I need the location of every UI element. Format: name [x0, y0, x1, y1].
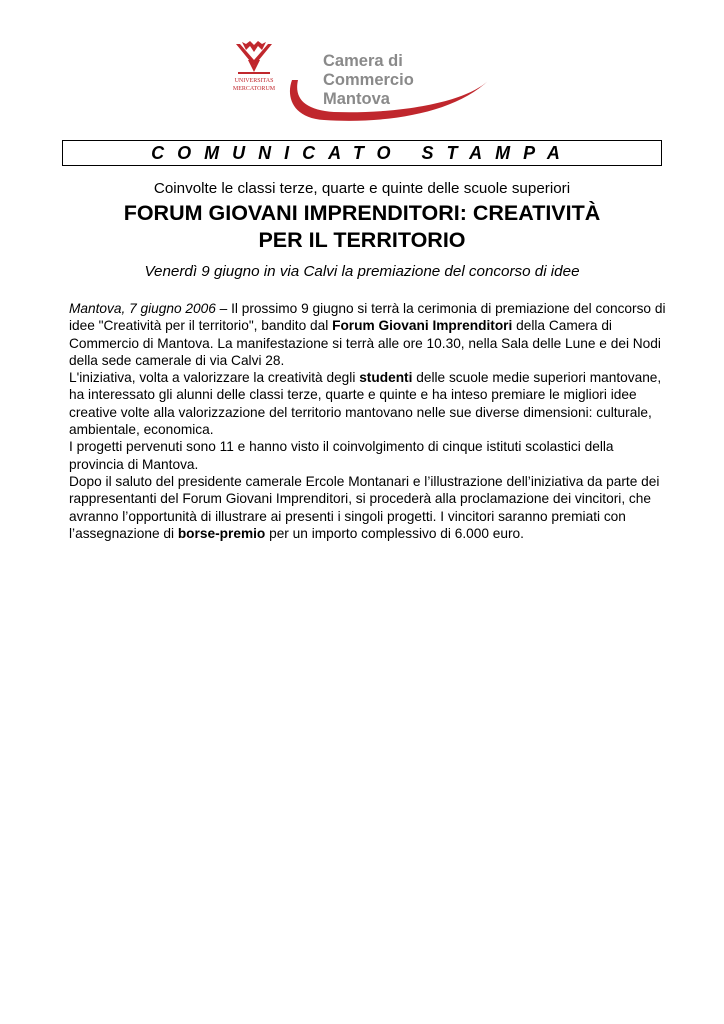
universitas-mercatorum-seal	[232, 40, 276, 100]
brand-line-2: Mantova	[323, 90, 390, 108]
brand-line-1: Camera di Commercio	[323, 52, 414, 89]
paragraph-2-text-b: delle scuole medie superiori mantovane, ha interessato gli alunni delle classi terze, quarte e quinte e ha inteso premiare le migliori idee creative volte alla valorizzazione del territorio mantovano nelle sue diverse dimensioni: culturale, ambientale, economica.	[69, 370, 662, 438]
paragraph-1-text-a: – Il prossimo 9 giugno si terrà la cerimonia di premiazione del concorso di idee "Creatività per il territorio", bandito dal	[69, 301, 666, 334]
comunicato-stampa-banner	[62, 140, 662, 166]
forum-name: Forum Giovani Imprenditori	[332, 318, 513, 334]
paragraph-2-text-a: L'iniziativa, volta a valorizzare la creatività degli	[69, 370, 360, 386]
paragraph-3: I progetti pervenuti sono 11 e hanno visto il coinvolgimento di cinque istituti scolastici della provincia di Mantova.	[69, 439, 614, 472]
paragraph-4-text-b: per un importo complessivo di 6.000 euro.	[265, 525, 524, 541]
seal-emblem-icon	[232, 40, 276, 100]
headline-line-2: PER IL TERRITORIO	[258, 228, 466, 252]
paragraph-2	[69, 369, 669, 438]
headline	[0, 200, 724, 254]
subheadline: Venerdì 9 giugno in via Calvi la premiazione del concorso di idee	[144, 263, 580, 280]
headline-line-1: FORUM GIOVANI IMPRENDITORI: CREATIVITÀ	[123, 201, 601, 225]
borse-premio-emphasis: borse-premio	[177, 525, 266, 541]
paragraph-1	[69, 300, 669, 369]
letterhead	[228, 38, 498, 124]
seal-text-1: UNIVERSITAS	[234, 78, 274, 84]
brand-swoosh-icon	[284, 74, 494, 124]
paragraph-4-text-a: Dopo il saluto del presidente camerale Ercole Montanari e l’illustrazione dell’iniziativa da parte dei rappresentanti del Forum Giovani Imprenditori, si procederà alla proclamazione dei vincitori, che avranno l’opportunità di illustrare ai presenti i singoli progetti. I vincitori saranno premiati con l’assegnazione di	[69, 473, 660, 541]
paragraph-1-text-b: della Camera di Commercio di Mantova. La manifestazione si terrà alle ore 10.30, nella Sala delle Lune e dei Nodi della sede camerale di via Calvi 28.	[69, 318, 661, 368]
studenti-emphasis: studenti	[359, 370, 413, 386]
kicker: Coinvolte le classi terze, quarte e quinte delle scuole superiori	[153, 180, 571, 197]
article-body	[69, 300, 669, 542]
banner-label: COMUNICATO STAMPA	[151, 143, 573, 163]
seal-text-2: MERCATORUM	[232, 86, 276, 92]
dateline: Mantova, 7 giugno 2006	[69, 301, 216, 316]
paragraph-4	[69, 473, 669, 542]
